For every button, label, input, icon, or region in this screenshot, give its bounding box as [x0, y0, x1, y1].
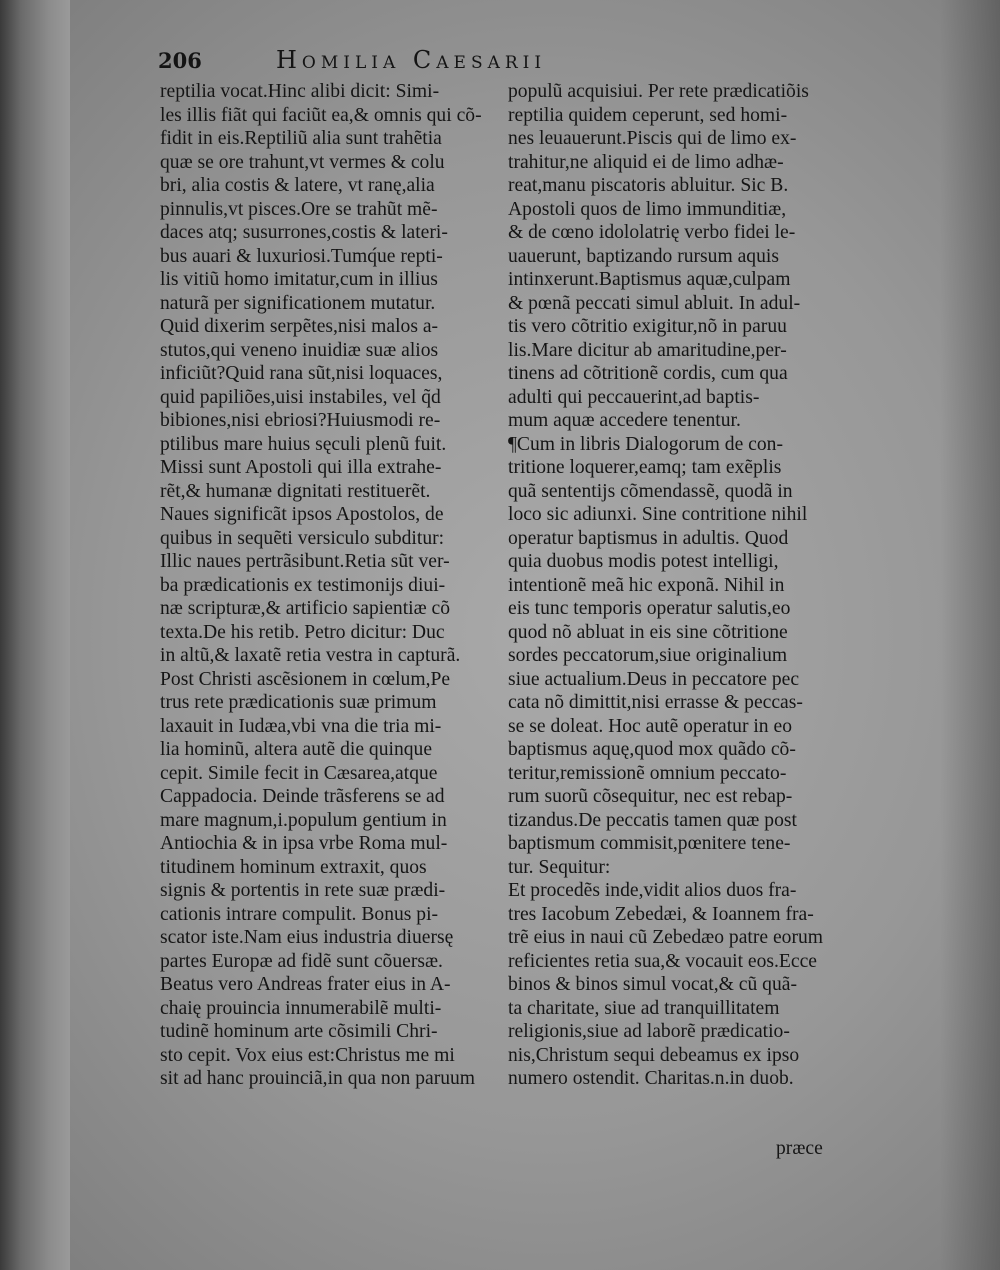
text-line: se se doleat. Hoc autẽ operatur in eo	[508, 715, 792, 737]
text-line: tritione loquerer,eamq; tam exẽplis	[508, 457, 782, 478]
text-line: Illic naues pertrãsibunt.Retia sũt ver-	[160, 551, 450, 572]
text-line: reptilia quidem ceperunt, sed homi-	[508, 104, 788, 126]
text-line: daces atq; susurrones,costis & lateri-	[160, 222, 448, 243]
text-line: sit ad hanc prouinciã,in qua non paruum	[160, 1068, 476, 1089]
text-line: pinnulis,vt pisces.Ore se trahũt mẽ-	[160, 198, 438, 220]
text-line: rum suorũ cõsequitur, nec est rebap-	[508, 786, 793, 807]
text-line: Post Christi ascẽsionem in cœlum,Pe	[160, 668, 451, 690]
text-line: cepit. Simile fecit in Cæsarea,atque	[160, 762, 438, 784]
text-line: nis,Christum sequi debeamus ex ipso	[508, 1044, 800, 1066]
text-line: operatur baptismus in adultis. Quod	[508, 527, 789, 549]
text-line: eis tunc temporis operatur salutis,eo	[508, 598, 791, 619]
text-line: mum aquæ accedere tenentur.	[508, 410, 741, 431]
text-line: Beatus vero Andreas frater eius in A-	[160, 974, 451, 995]
text-line: stutos,qui veneno inuidiæ suæ alios	[160, 339, 439, 361]
text-line: trẽ eius in naui cũ Zebedæo patre eorum	[508, 927, 824, 948]
text-line: in altũ,& laxatẽ retia vestra in capturã.	[160, 645, 461, 666]
text-line: inficiũt?Quid rana sũt,nisi loquaces,	[160, 363, 443, 384]
text-line: uauerunt, baptizando rursum aquis	[508, 245, 779, 267]
text-line: quid papiliões,uisi instabiles, vel q̃d	[160, 386, 441, 408]
text-line: reptilia vocat.Hinc alibi dicit: Simi-	[160, 81, 440, 102]
text-line: quæ se ore trahunt,vt vermes & colu	[160, 151, 445, 173]
text-line: siue actualium.Deus in peccatore pec	[508, 668, 800, 690]
text-line: populũ acquisiui. Per rete prædicatiõis	[508, 81, 809, 102]
text-line: fidit in eis.Reptiliũ alia sunt trahẽtia	[160, 128, 442, 149]
text-line: Quid dixerim serpẽtes,nisi malos a-	[160, 316, 439, 337]
text-line: bibiones,nisi ebriosi?Huiusmodi re-	[160, 410, 441, 431]
text-line: les illis fiãt qui faciũt ea,& omnis qui cõ-	[160, 104, 482, 126]
text-line: chaię prouincia innumerabilẽ multi-	[160, 997, 442, 1019]
text-line: Apostoli quos de limo immunditiæ,	[508, 198, 787, 220]
text-line: signis & portentis in rete suæ prædi-	[160, 880, 446, 901]
text-line: Missi sunt Apostoli qui illa extrahe-	[160, 457, 442, 478]
text-line: bus auari & luxuriosi.Tumq́ue repti-	[160, 245, 443, 267]
text-line: numero ostendit. Charitas.n.in duob.	[508, 1068, 794, 1089]
text-line: teritur,remissionẽ omnium peccato-	[508, 762, 787, 784]
text-line: ptilibus mare huius sęculi plenũ fuit.	[160, 433, 447, 455]
page-header	[158, 44, 868, 84]
text-line: & de cœno idololatrię verbo fidei le-	[508, 222, 796, 243]
text-line: mare magnum,i.populum gentium in	[160, 809, 447, 831]
text-line: cata nõ dimittit,nisi errasse & peccas-	[508, 692, 803, 713]
text-line: tinens ad cõtritionẽ cordis, cum qua	[508, 363, 788, 384]
text-line: Naues significãt ipsos Apostolos, de	[160, 504, 444, 525]
text-line: Cappadocia. Deinde trãsferens se ad	[160, 786, 445, 807]
text-line: & pœnã peccati simul abluit. In adul-	[508, 292, 801, 314]
text-line: lis vitiũ homo imitatur,cum in illius	[160, 269, 438, 290]
text-line: cationis intrare compulit. Bonus pi-	[160, 903, 439, 925]
text-line: adulti qui peccauerint,ad baptis-	[508, 386, 760, 408]
text-line: Antiochia & in ipsa vrbe Roma mul-	[160, 833, 448, 854]
page-number: 206	[158, 48, 202, 73]
text-line: scator iste.Nam eius industria diuersę	[160, 927, 454, 948]
text-line: reat,manu piscatoris abluitur. Sic B.	[508, 175, 789, 196]
text-line: ¶Cum in libris Dialogorum de con-	[508, 433, 783, 455]
text-line: texta.De his retib. Petro dicitur: Duc	[160, 621, 445, 643]
text-line: reficientes retia sua,& vocauit eos.Ecce	[508, 950, 817, 972]
text-line: naturã per significationem mutatur.	[160, 292, 436, 314]
binding-gutter	[0, 0, 70, 1270]
text-line: bri, alia costis & latere, vt ranę,alia	[160, 175, 435, 196]
text-line: rẽt,& humanæ dignitati restituerẽt.	[160, 480, 431, 502]
text-line: Et procedẽs inde,vidit alios duos fra-	[508, 880, 797, 901]
text-line: intinxerunt.Baptismus aquæ,culpam	[508, 269, 791, 290]
text-line: intentionẽ meã hic exponã. Nihil in	[508, 574, 785, 596]
catchword: præce	[776, 1138, 823, 1159]
text-line: religionis,siue ad laborẽ prædicatio-	[508, 1021, 790, 1042]
text-column-left	[160, 80, 500, 1091]
text-line: tis vero cõtritio exigitur,nõ in paruu	[508, 316, 787, 337]
text-line: quia duobus modis potest intelligi,	[508, 551, 779, 572]
text-line: ta charitate, siue ad tranquillitatem	[508, 997, 780, 1019]
text-line: næ scripturæ,& artificio sapientiæ cõ	[160, 598, 451, 619]
text-line: quod nõ abluat in eis sine cõtritione	[508, 621, 788, 643]
text-line: tizandus.De peccatis tamen quæ post	[508, 809, 797, 831]
text-line: lis.Mare dicitur ab amaritudine,per-	[508, 339, 787, 361]
text-line: trus rete prædicationis suæ primum	[160, 692, 437, 713]
text-line: baptismus aquę,quod mox quãdo cõ-	[508, 739, 796, 760]
text-line: sto cepit. Vox eius est:Christus me mi	[160, 1044, 455, 1066]
running-head: Homilia Caesarii	[276, 46, 547, 74]
text-line: baptismum commisit,pœnitere tene-	[508, 833, 791, 854]
text-line: titudinem hominum extraxit, quos	[160, 856, 427, 878]
text-line: loco sic adiunxi. Sine contritione nihil	[508, 504, 808, 525]
text-line: lia hominũ, altera autẽ die quinque	[160, 739, 433, 760]
text-line: binos & binos simul vocat,& cũ quã-	[508, 974, 797, 995]
text-line: trahitur,ne aliquid ei de limo adhæ-	[508, 151, 784, 173]
text-line: quibus in sequẽti versiculo subditur:	[160, 527, 445, 549]
text-line: ba prædicationis ex testimonijs diui-	[160, 574, 446, 596]
text-line: partes Europæ ad fidẽ sunt cõuersæ.	[160, 950, 443, 972]
text-line: nes leuauerunt.Piscis qui de limo ex-	[508, 128, 797, 149]
text-line: quã sententijs cõmendassẽ, quodã in	[508, 480, 793, 502]
text-column-right	[508, 80, 853, 1091]
page-edge-shadow	[940, 0, 1000, 1270]
text-line: tres Iacobum Zebedæi, & Ioannem fra-	[508, 903, 814, 925]
text-line: sordes peccatorum,siue originalium	[508, 645, 788, 666]
text-line: tudinẽ hominum arte cõsimili Chri-	[160, 1021, 438, 1042]
text-line: laxauit in Iudæa,vbi vna die tria mi-	[160, 715, 442, 737]
text-line: tur. Sequitur:	[508, 856, 611, 878]
